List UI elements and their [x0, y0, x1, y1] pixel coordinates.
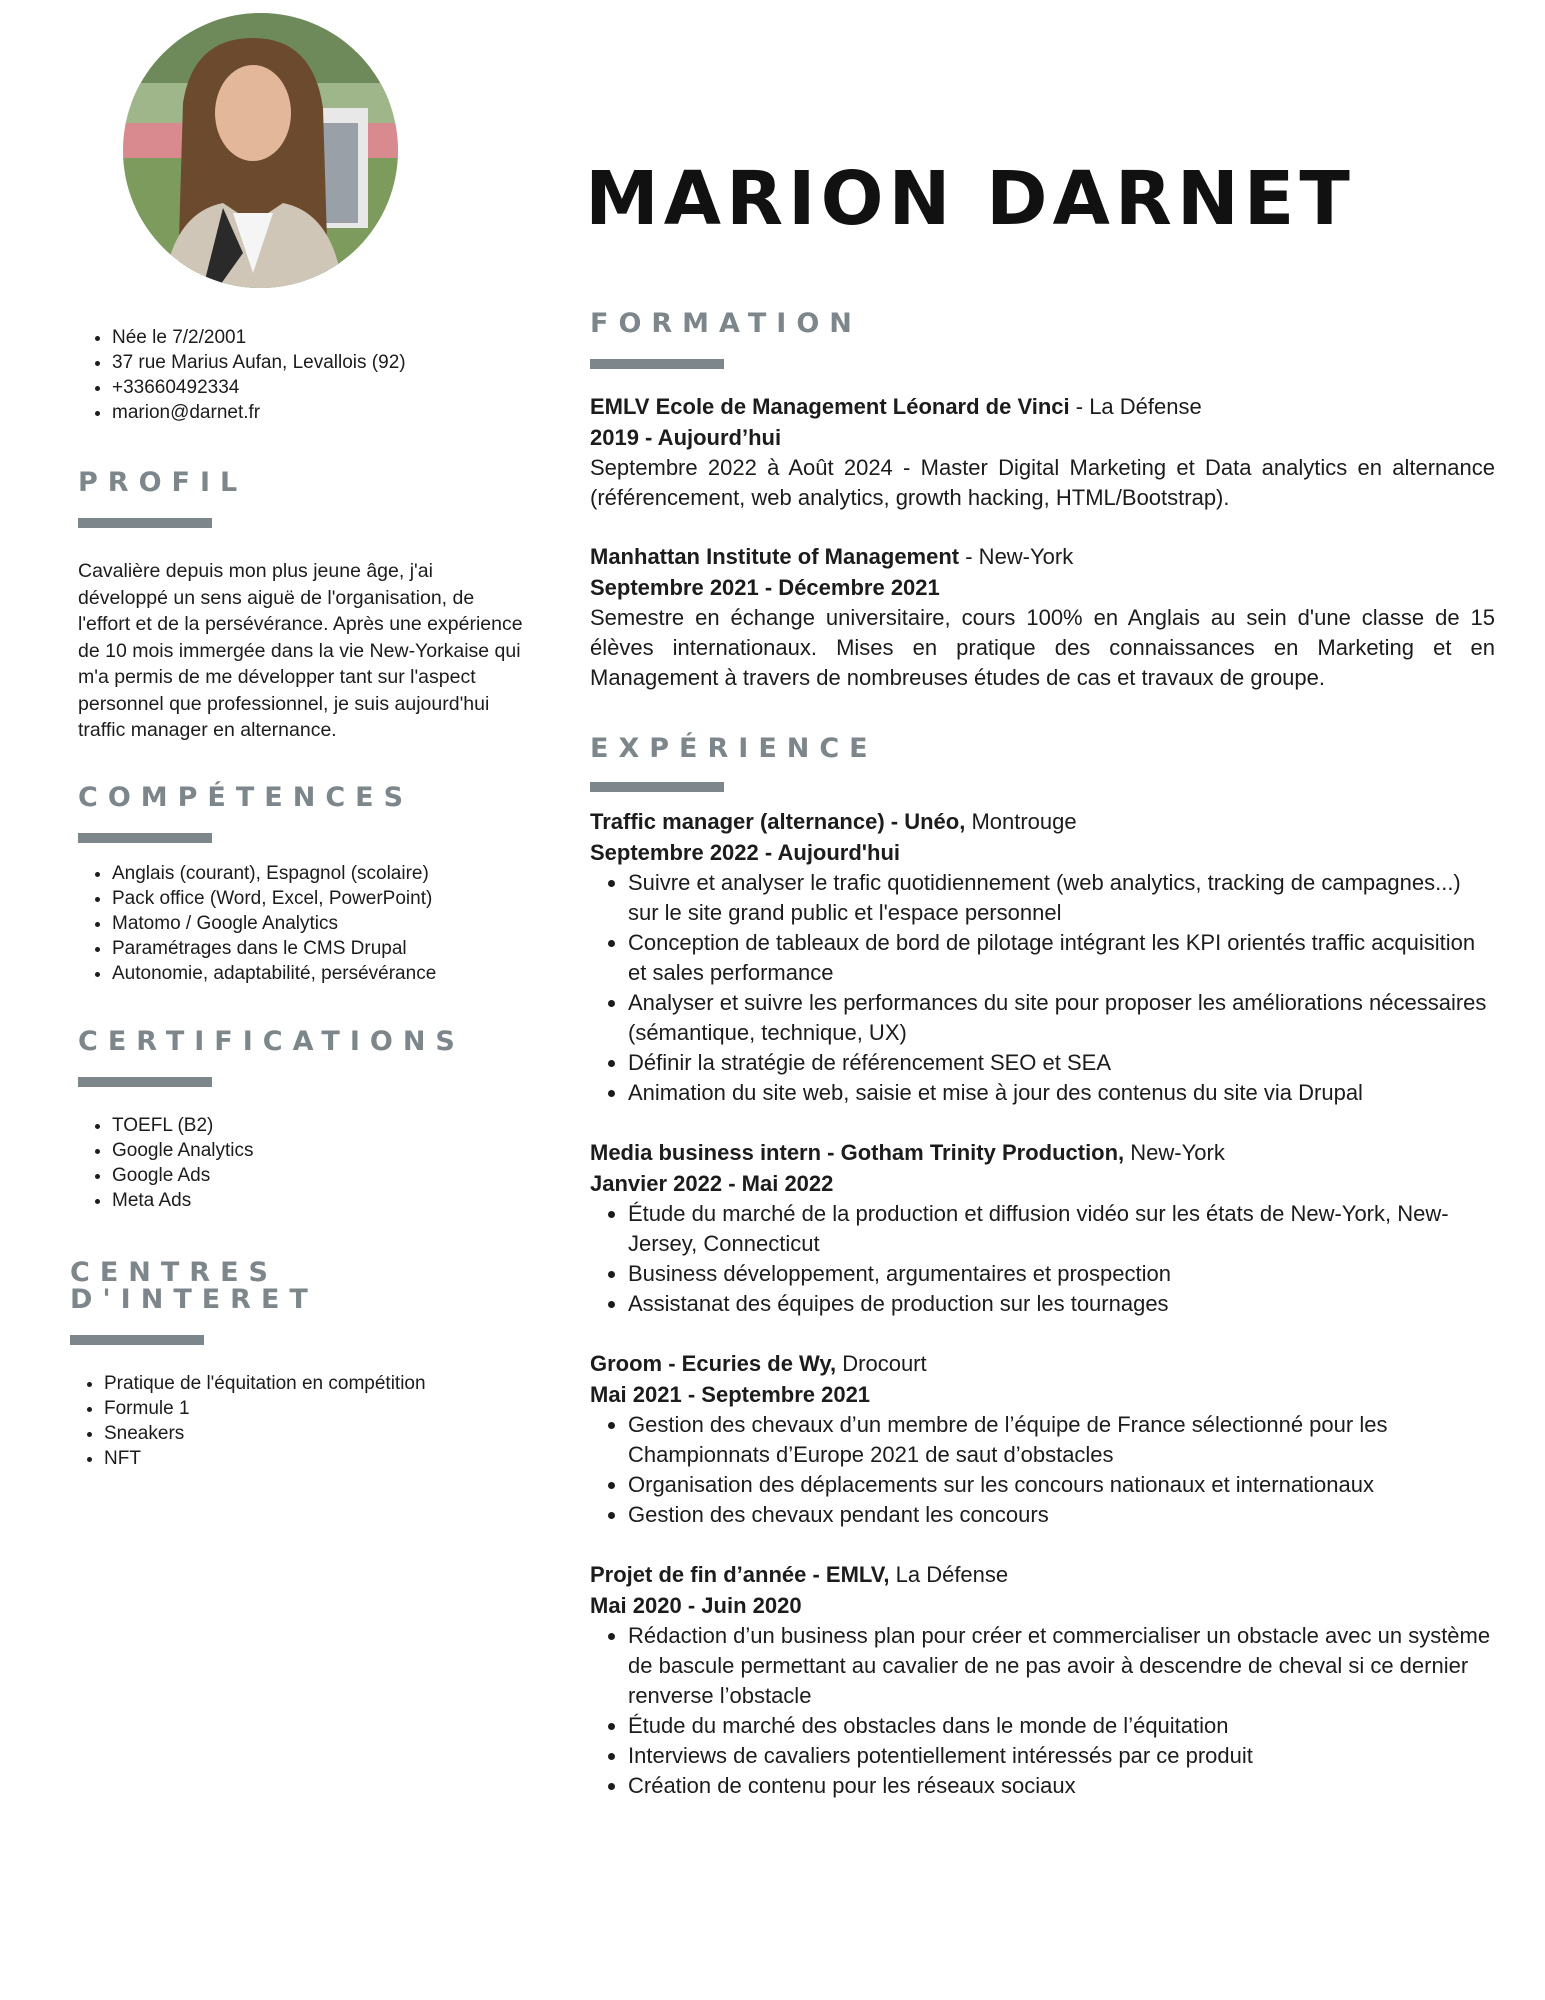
entry-location: La Défense: [889, 1562, 1009, 1587]
entry-dates: Septembre 2022 - Aujourd'hui: [590, 840, 901, 865]
section-title: PROFIL: [78, 467, 248, 498]
list-item: • Autonomie, adaptabilité, persévérance: [112, 961, 528, 986]
certifications-section: [78, 1025, 528, 1213]
list-item: • Assistanat des équipes de production sur les tournages: [628, 1289, 1495, 1319]
list-item: • Animation du site web, saisie et mise à jour des contenus du site via Drupal: [628, 1078, 1495, 1108]
section-divider: [78, 518, 212, 528]
entry-role: Media business intern - Gotham Trinity Production,: [590, 1140, 1125, 1165]
list-item: • Définir la stratégie de référencement SEO et SEA: [628, 1048, 1495, 1078]
list-item: • Paramétrages dans le CMS Drupal: [112, 936, 528, 961]
entry-heading: [590, 1348, 1495, 1379]
list-item: • Organisation des déplacements sur les concours nationaux et internationaux: [628, 1470, 1495, 1500]
list-item: • NFT: [104, 1446, 528, 1471]
interets-section: [70, 1256, 528, 1471]
profile-text: Cavalière depuis mon plus jeune âge, j'ai développé un sens aiguë de l'organisation, de l'effort et de la persévérance. Après une expérience de 10 mois immergée dans la vie New-Yorkaise qui m'a permis de me développer tant sur l'aspect personnel que professionnel, je suis aujourd'hui traffic manager en alternance.: [78, 560, 523, 741]
list-item: • Suivre et analyser le trafic quotidiennement (web analytics, tracking de campagnes...) sur le site grand public et l'espace personnel: [628, 868, 1495, 928]
entry-role: Groom - Ecuries de Wy,: [590, 1351, 837, 1376]
entry-description: Septembre 2022 à Août 2024 - Master Digital Marketing et Data analytics en alternance (référencement, web analytics, growth hacking, HTML/Bootstrap).: [590, 455, 1495, 510]
section-title: FORMATION: [590, 308, 862, 339]
list-item: • Meta Ads: [112, 1188, 528, 1213]
list-item: • Étude du marché des obstacles dans le monde de l’équitation: [628, 1711, 1495, 1741]
entry-heading: [590, 806, 1495, 837]
list-item: • Gestion des chevaux d’un membre de l’équipe de France sélectionné pour les Championnats d’Europe 2021 de saut d’obstacles: [628, 1410, 1495, 1470]
experience-entry: [590, 1559, 1495, 1801]
certifications-list: [78, 1113, 528, 1213]
contact-list: [78, 325, 528, 425]
experience-entry: [590, 1137, 1495, 1319]
list-item: • +33660492334: [112, 375, 528, 400]
entry-location: - La Défense: [1069, 394, 1202, 419]
entry-heading: [590, 1137, 1495, 1168]
list-item: • Formule 1: [104, 1396, 528, 1421]
list-item: • Gestion des chevaux pendant les concours: [628, 1500, 1495, 1530]
list-item: • Pratique de l'équitation en compétition: [104, 1371, 528, 1396]
list-item: • Matomo / Google Analytics: [112, 911, 528, 936]
list-item: • TOEFL (B2): [112, 1113, 528, 1138]
entry-dates: Mai 2021 - Septembre 2021: [590, 1382, 871, 1407]
list-item: • Création de contenu pour les réseaux sociaux: [628, 1771, 1495, 1801]
list-item: • Anglais (courant), Espagnol (scolaire): [112, 861, 528, 886]
list-item: • Business développement, argumentaires et prospection: [628, 1259, 1495, 1289]
experience-entry: [590, 1348, 1495, 1530]
entry-dates: Mai 2020 - Juin 2020: [590, 1593, 802, 1618]
entry-heading: [590, 391, 1495, 422]
interests-list: [70, 1371, 528, 1471]
entry-dates: Janvier 2022 - Mai 2022: [590, 1171, 834, 1196]
entry-org: EMLV Ecole de Management Léonard de Vinci: [590, 394, 1070, 419]
formation-section: [590, 310, 1495, 693]
section-title: COMPÉTENCES: [78, 781, 414, 813]
entry-bullets: [590, 1410, 1495, 1530]
candidate-name: MARION DARNET: [585, 155, 1355, 242]
profile-photo: [123, 13, 398, 288]
entry-location: Drocourt: [836, 1351, 927, 1376]
list-item: • 37 rue Marius Aufan, Levallois (92): [112, 350, 528, 375]
entry-dates: Septembre 2021 - Décembre 2021: [590, 575, 940, 600]
entry-bullets: [590, 1199, 1495, 1319]
list-item: • Étude du marché de la production et diffusion vidéo sur les états de New-York, New-Jersey, Connecticut: [628, 1199, 1495, 1259]
entry-role: Traffic manager (alternance) - Unéo,: [590, 809, 966, 834]
formation-entry: [590, 391, 1495, 513]
section-title: CENTRES D'INTERET: [70, 1256, 318, 1315]
sidebar: [70, 325, 528, 1471]
list-item: • Analyser et suivre les performances du site pour proposer les améliorations nécessaires (sémantique, technique, UX): [628, 988, 1495, 1048]
list-item: • marion@darnet.fr: [112, 400, 528, 425]
entry-dates: 2019 - Aujourd’hui: [590, 425, 782, 450]
profil-section: [78, 469, 528, 744]
entry-heading: [590, 1559, 1495, 1590]
section-divider: [590, 359, 724, 369]
list-item: • Google Ads: [112, 1163, 528, 1188]
section-divider: [590, 782, 724, 792]
entry-location: - New-York: [959, 544, 1074, 569]
list-item: • Conception de tableaux de bord de pilotage intégrant les KPI orientés traffic acquisition et sales performance: [628, 928, 1495, 988]
experience-entry: [590, 806, 1495, 1108]
list-item: • Née le 7/2/2001: [112, 325, 528, 350]
entry-bullets: [590, 868, 1495, 1108]
competences-section: [78, 781, 528, 986]
entry-description: Semestre en échange universitaire, cours 100% en Anglais au sein d'une classe de 15 élèves internationaux. Mises en pratique des connaissances en Marketing et en Management à travers de nombreuses études de cas et travaux de groupe.: [590, 605, 1495, 690]
list-item: • Rédaction d’un business plan pour créer et commercialiser un obstacle avec un système de bascule permettant au cavalier de ne pas avoir à descendre de cheval si ce dernier renverse l’obstacle: [628, 1621, 1495, 1711]
section-title: CERTIFICATIONS: [78, 1025, 465, 1057]
list-item: • Interviews de cavaliers potentiellement intéressés par ce produit: [628, 1741, 1495, 1771]
entry-org: Manhattan Institute of Management: [590, 544, 960, 569]
section-divider: [78, 1077, 212, 1087]
list-item: • Sneakers: [104, 1421, 528, 1446]
main-content: [590, 310, 1495, 1801]
entry-location: New-York: [1124, 1140, 1225, 1165]
section-divider: [78, 833, 212, 843]
entry-bullets: [590, 1621, 1495, 1801]
formation-entry: [590, 541, 1495, 693]
entry-heading: [590, 541, 1495, 572]
list-item: • Pack office (Word, Excel, PowerPoint): [112, 886, 528, 911]
section-divider: [70, 1335, 204, 1345]
entry-role: Projet de fin d’année - EMLV,: [590, 1562, 890, 1587]
list-item: • Google Analytics: [112, 1138, 528, 1163]
experience-section: [590, 735, 1495, 1801]
entry-location: Montrouge: [965, 809, 1077, 834]
skills-list: [78, 861, 528, 986]
section-title: EXPÉRIENCE: [590, 733, 878, 764]
